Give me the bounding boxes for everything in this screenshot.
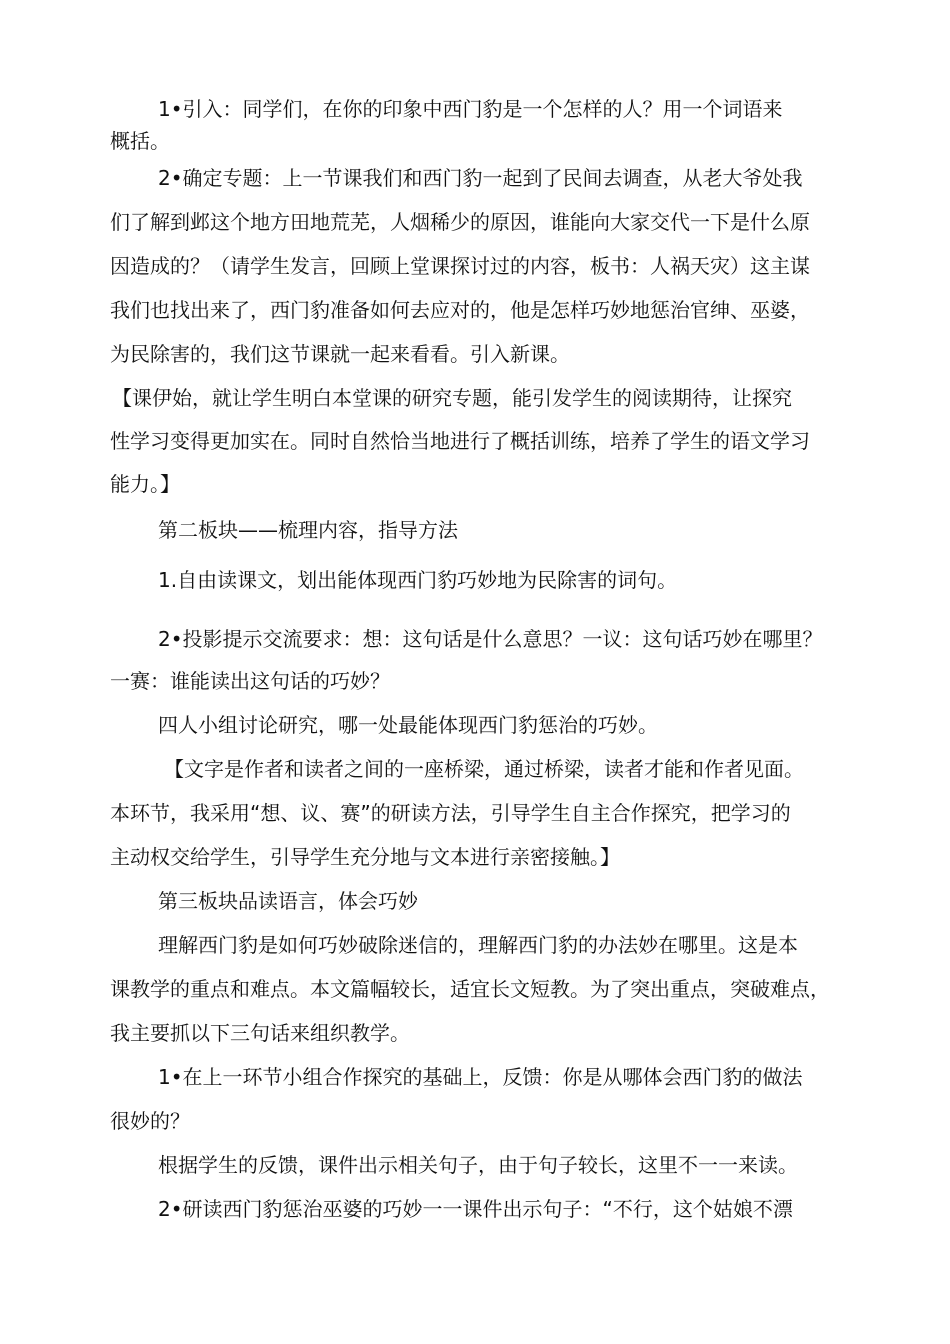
paragraph-line: 1.自由读课文，划出能体现西门豹巧妙地为民除害的词句。 bbox=[158, 568, 678, 592]
paragraph-line: 我主要抓以下三句话来组织教学。 bbox=[110, 1021, 410, 1045]
section-heading: 第三板块品读语言，体会巧妙 bbox=[158, 889, 418, 913]
paragraph-line: 理解西门豹是如何巧妙破除迷信的，理解西门豹的办法妙在哪里。这是本 bbox=[158, 933, 798, 957]
paragraph-line: 很妙的？ bbox=[110, 1109, 190, 1133]
paragraph-line: 因造成的？（请学生发言，回顾上堂课探讨过的内容，板书：人祸天灾）这主谋 bbox=[110, 254, 810, 278]
paragraph-line: 一赛：谁能读出这句话的巧妙？ bbox=[110, 669, 390, 693]
paragraph-line: 性学习变得更加实在。同时自然恰当地进行了概括训练，培养了学生的语文学习 bbox=[110, 429, 810, 453]
paragraph-line: 2•投影提示交流要求：想：这句话是什么意思？一议：这句话巧妙在哪里？ bbox=[158, 627, 823, 651]
paragraph-line: 概括。 bbox=[110, 129, 170, 153]
paragraph-line: 1•引入：同学们，在你的印象中西门豹是一个怎样的人？用一个词语来 bbox=[158, 97, 783, 121]
paragraph-line: 能力。】 bbox=[110, 472, 180, 496]
paragraph-line: 【课伊始，就让学生明白本堂课的研究专题，能引发学生的阅读期待，让探究 bbox=[112, 386, 792, 410]
section-heading: 第二板块——梳理内容，指导方法 bbox=[158, 518, 458, 542]
paragraph-line: 们了解到邺这个地方田地荒芜，人烟稀少的原因，谁能向大家交代一下是什么原 bbox=[110, 210, 810, 234]
paragraph-line: 四人小组讨论研究，哪一处最能体现西门豹惩治的巧妙。 bbox=[158, 713, 658, 737]
paragraph-line: 课教学的重点和难点。本文篇幅较长，适宜长文短教。为了突出重点，突破难点， bbox=[110, 977, 830, 1001]
paragraph-line: 为民除害的，我们这节课就一起来看看。引入新课。 bbox=[110, 342, 570, 366]
paragraph-line: 根据学生的反馈，课件出示相关句子，由于句子较长，这里不一一来读。 bbox=[158, 1153, 798, 1177]
paragraph-line: 1•在上一环节小组合作探究的基础上，反馈：你是从哪体会西门豹的做法 bbox=[158, 1065, 803, 1089]
paragraph-line: 2•确定专题：上一节课我们和西门豹一起到了民间去调查，从老大爷处我 bbox=[158, 166, 803, 190]
paragraph-line: 2•研读西门豹惩治巫婆的巧妙一一课件出示句子：“不行，这个姑娘不漂 bbox=[158, 1197, 793, 1221]
paragraph-line: 【文字是作者和读者之间的一座桥梁，通过桥梁，读者才能和作者见面。 bbox=[164, 757, 804, 781]
paragraph-line: 本环节，我采用“想、议、赛”的研读方法，引导学生自主合作探究，把学习的 bbox=[110, 801, 791, 825]
paragraph-line: 我们也找出来了，西门豹准备如何去应对的，他是怎样巧妙地惩治官绅、巫婆， bbox=[110, 298, 810, 322]
paragraph-line: 主动权交给学生，引导学生充分地与文本进行亲密接触。】 bbox=[110, 845, 620, 869]
